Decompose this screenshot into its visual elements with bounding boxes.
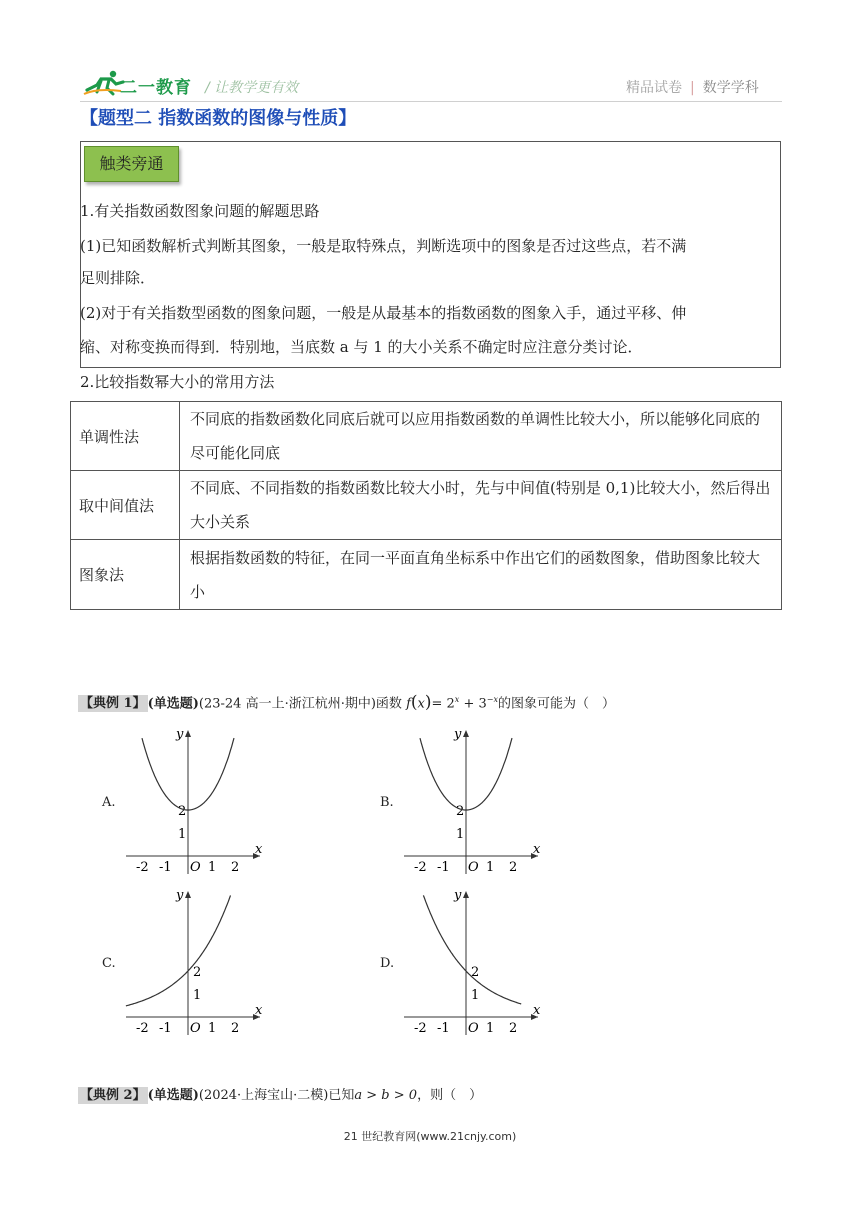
x-tick-label: -2 [136,1021,149,1036]
y-tick-label: 2 [471,965,480,980]
formula-exp1: x [454,695,460,704]
x-tick-label: 2 [509,1021,518,1036]
y-axis-arrow [185,730,191,737]
origin-label: O [190,860,201,875]
methods-title: 2.比较指数幂大小的常用方法 [80,373,275,391]
example-2-tag: 【典例 2】 [80,1088,146,1103]
x-tick-label: -2 [414,860,427,875]
x-tick-label: -1 [437,1021,450,1036]
example-1-tail: 的图象可能为（ ） [497,696,615,712]
tips-para-3a: (2)对于有关指数型函数的图象问题，一般是从最基本的指数函数的图象入手，通过平移、伸 [80,304,687,322]
x-axis-label: x [255,842,263,857]
x-tick-label: 1 [208,860,217,875]
x-axis-label: x [533,842,541,857]
tips-badge: 触类旁通 [84,146,179,182]
origin-label: O [468,860,479,875]
origin-label: O [468,1021,479,1036]
origin-label: O [190,1021,201,1036]
formula-plus: + 3 [459,696,487,712]
methods-table [70,401,782,610]
x-tick-label: 1 [486,860,495,875]
option-b-graph [398,722,548,882]
function-curve [126,895,231,1006]
table-row [71,471,782,540]
formula-x: x [417,696,425,712]
method-name: 图象法 [71,540,180,610]
method-desc: 不同底、不同指数的指数函数比较大小时，先与中间值(特别是 0,1)比较大小，然后得出大小关系 [180,471,782,540]
header-right [626,77,759,97]
example-2-kind: (单选题) [147,1088,199,1103]
y-tick-label: 1 [471,988,480,1003]
example-2-question [78,1086,482,1106]
example-2-condition: a > b > 0 [354,1088,418,1103]
y-tick-label: 1 [178,827,187,842]
y-tick-label: 1 [456,827,465,842]
method-name: 取中间值法 [71,471,180,540]
x-axis-label: x [255,1003,263,1018]
formula-f: f [406,696,411,712]
y-tick-label: 2 [193,965,202,980]
example-1-kind: (单选题) [147,696,199,712]
y-axis-label: y [176,727,184,742]
example-1-tag: 【典例 1】 [80,696,146,712]
formula-rhs: = 2 [431,696,455,712]
y-tick-label: 2 [456,804,465,819]
example-1-source: (23-24 高一上·浙江杭州·期中)函数 [198,696,402,712]
tips-para-1: 1.有关指数函数图象问题的解题思路 [80,202,320,220]
table-row [71,540,782,610]
y-axis-label: y [176,888,184,903]
method-desc: 根据指数函数的特征，在同一平面直角坐标系中作出它们的函数图象，借助图象比较大小 [180,540,782,610]
x-tick-label: -1 [437,860,450,875]
option-b-label[interactable]: B. [380,795,394,810]
tips-para-2a: (1)已知函数解析式判断其图象，一般是取特殊点，判断选项中的图象是否过这些点，若不满 [80,237,687,255]
header-label-subject: 数学学科 [702,80,759,96]
y-axis-arrow [463,891,469,898]
y-tick-label: 1 [193,988,202,1003]
x-axis-label: x [533,1003,541,1018]
y-axis-arrow [185,891,191,898]
x-tick-label: -1 [159,860,172,875]
option-c-graph [120,883,270,1043]
y-tick-label: 2 [178,804,187,819]
y-axis-label: y [454,727,462,742]
formula-exp2: −x [486,695,498,704]
x-tick-label: 2 [509,860,518,875]
tips-para-3b: 缩、对称变换而得到．特别地，当底数 a 与 1 的大小关系不确定时应注意分类讨论． [80,338,643,356]
header-label-premium: 精品试卷 [626,80,682,96]
x-tick-label: 2 [231,1021,240,1036]
option-d-label[interactable]: D. [380,956,395,971]
x-tick-label: 1 [208,1021,217,1036]
x-tick-label: 1 [486,1021,495,1036]
y-axis-label: y [454,888,462,903]
option-a-graph [120,722,270,882]
header-divider [80,101,782,102]
method-desc: 不同底的指数函数化同底后就可以应用指数函数的单调性比较大小，所以能够化同底的尽可能化同底 [180,402,782,471]
example-1-question: 【典例 1】 (单选题)(23-24 高一上·浙江杭州·期中)函数 $f(x)= 2^x + 3^{-x}$的图象可能为（ ） [80,692,615,713]
logo-name: 二一教育 [120,78,192,98]
tips-para-2b: 足则排除． [80,269,156,287]
x-tick-label: -2 [414,1021,427,1036]
header-separator: | [690,80,695,96]
x-tick-label: -1 [159,1021,172,1036]
option-a-label[interactable]: A. [102,795,116,810]
x-tick-label: -2 [136,860,149,875]
example-2-tail: ，则（ ） [417,1088,483,1103]
table-row [71,402,782,471]
option-c-label[interactable]: C. [102,956,116,971]
page-footer: 21 世纪教育网(www.21cnjy.com) [343,1130,517,1143]
x-tick-label: 2 [231,860,240,875]
y-axis-arrow [463,730,469,737]
method-name: 单调性法 [71,402,180,471]
option-d-graph [398,883,548,1043]
logo-slogan: / 让教学更有效 [205,80,299,96]
example-2-source: (2024·上海宝山·二模)已知 [198,1088,355,1103]
section-title: 【题型二 指数函数的图像与性质】 [80,108,357,129]
